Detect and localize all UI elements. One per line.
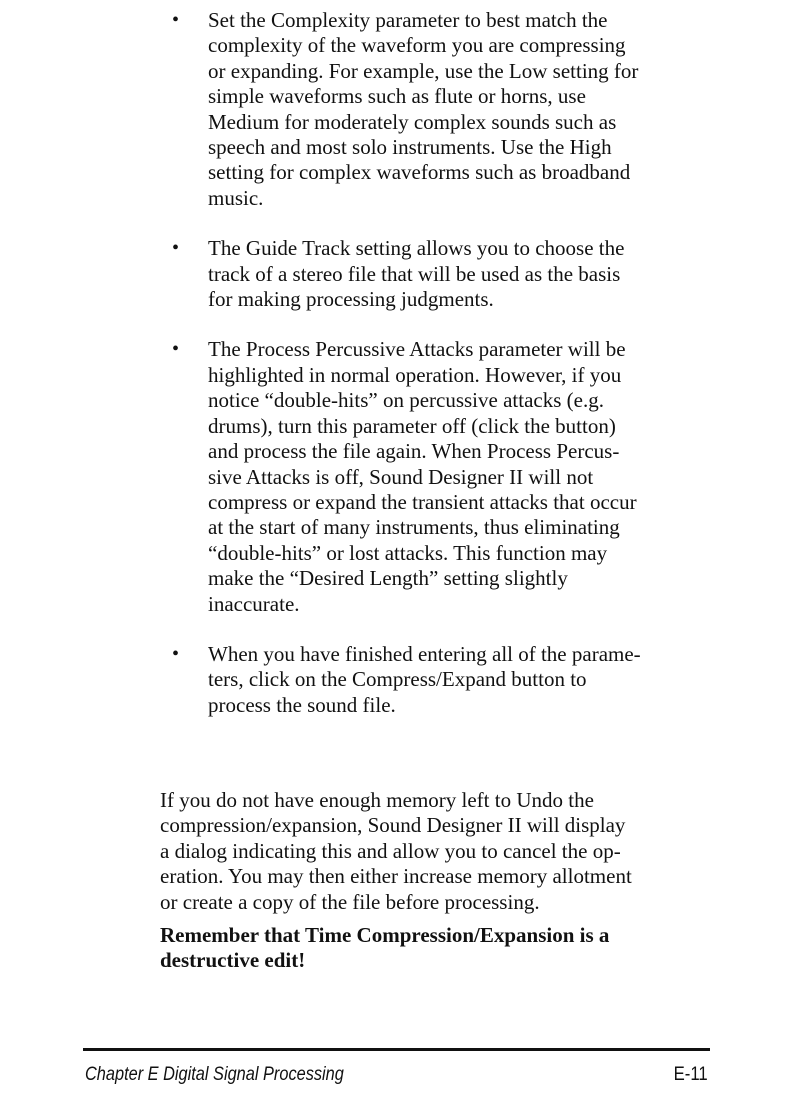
text-line: eration. You may then either increase memory allotment — [160, 864, 632, 889]
bullet-icon: • — [172, 237, 180, 260]
text-line: Remember that Time Compression/Expansion is a — [160, 923, 610, 947]
text-line: a dialog indicating this and allow you to cancel the op- — [160, 838, 621, 863]
text-line: When you have finished entering all of the parame- — [208, 641, 641, 666]
text-line: speech and most solo instruments. Use the High — [208, 135, 612, 160]
text-line: make the “Desired Length” setting slightly — [208, 566, 568, 591]
text-line: inaccurate. — [208, 591, 300, 616]
bullet-icon: • — [172, 338, 180, 361]
text-line: The Process Percussive Attacks parameter will be — [208, 337, 626, 362]
text-line: notice “double-hits” on percussive attacks (e.g. — [208, 388, 604, 413]
bullet-icon: • — [172, 9, 180, 31]
text-line: simple waveforms such as flute or horns, use — [208, 84, 586, 109]
bullet-text — [208, 642, 718, 718]
bullet-list — [160, 8, 720, 743]
text-line: If you do not have enough memory left to Undo the — [160, 788, 594, 812]
bullet-item — [160, 337, 720, 616]
text-line: complexity of the waveform you are compressing — [208, 33, 626, 58]
footer-chapter-title: Chapter E Digital Signal Processing — [85, 1064, 344, 1085]
memory-paragraph — [160, 788, 720, 915]
text-line: highlighted in normal operation. However, if you — [208, 362, 622, 387]
footer-divider — [83, 1048, 710, 1051]
text-line: “double-hits” or lost attacks. This function may — [208, 540, 608, 565]
text-line: compress or expand the transient attacks that occur — [208, 489, 637, 514]
bullet-item — [160, 236, 720, 312]
text-line: music. — [208, 185, 264, 210]
text-line: or create a copy of the file before processing. — [160, 889, 540, 914]
footer-page-number: E-11 — [673, 1064, 708, 1085]
text-line: and process the file again. When Process Percus- — [208, 439, 620, 464]
text-line: for making processing judgments. — [208, 287, 494, 312]
text-line: setting for complex waveforms such as broadband — [208, 160, 631, 185]
text-line: at the start of many instruments, thus eliminating — [208, 515, 620, 540]
text-line: compression/expansion, Sound Designer II will display — [160, 813, 626, 838]
bullet-text — [208, 8, 718, 211]
bullet-text — [208, 337, 718, 616]
text-line: sive Attacks is off, Sound Designer II will not — [208, 464, 594, 489]
text-line: ters, click on the Compress/Expand button to — [208, 667, 587, 692]
text-line: Medium for moderately complex sounds such as — [208, 109, 617, 134]
bullet-icon: • — [172, 642, 180, 665]
bullet-text — [208, 236, 718, 312]
bullet-item — [160, 642, 720, 718]
warning-paragraph — [160, 923, 680, 974]
bullet-item — [160, 8, 720, 211]
text-line: process the sound file. — [208, 692, 396, 717]
text-line: The Guide Track setting allows you to choose the — [208, 236, 625, 261]
text-line: track of a stereo file that will be used as the basis — [208, 261, 621, 286]
text-line: or expanding. For example, use the Low setting for — [208, 58, 639, 83]
text-line: destructive edit! — [160, 948, 306, 973]
text-line: drums), turn this parameter off (click the button) — [208, 413, 616, 438]
text-line: Set the Complexity parameter to best match the — [208, 8, 608, 32]
